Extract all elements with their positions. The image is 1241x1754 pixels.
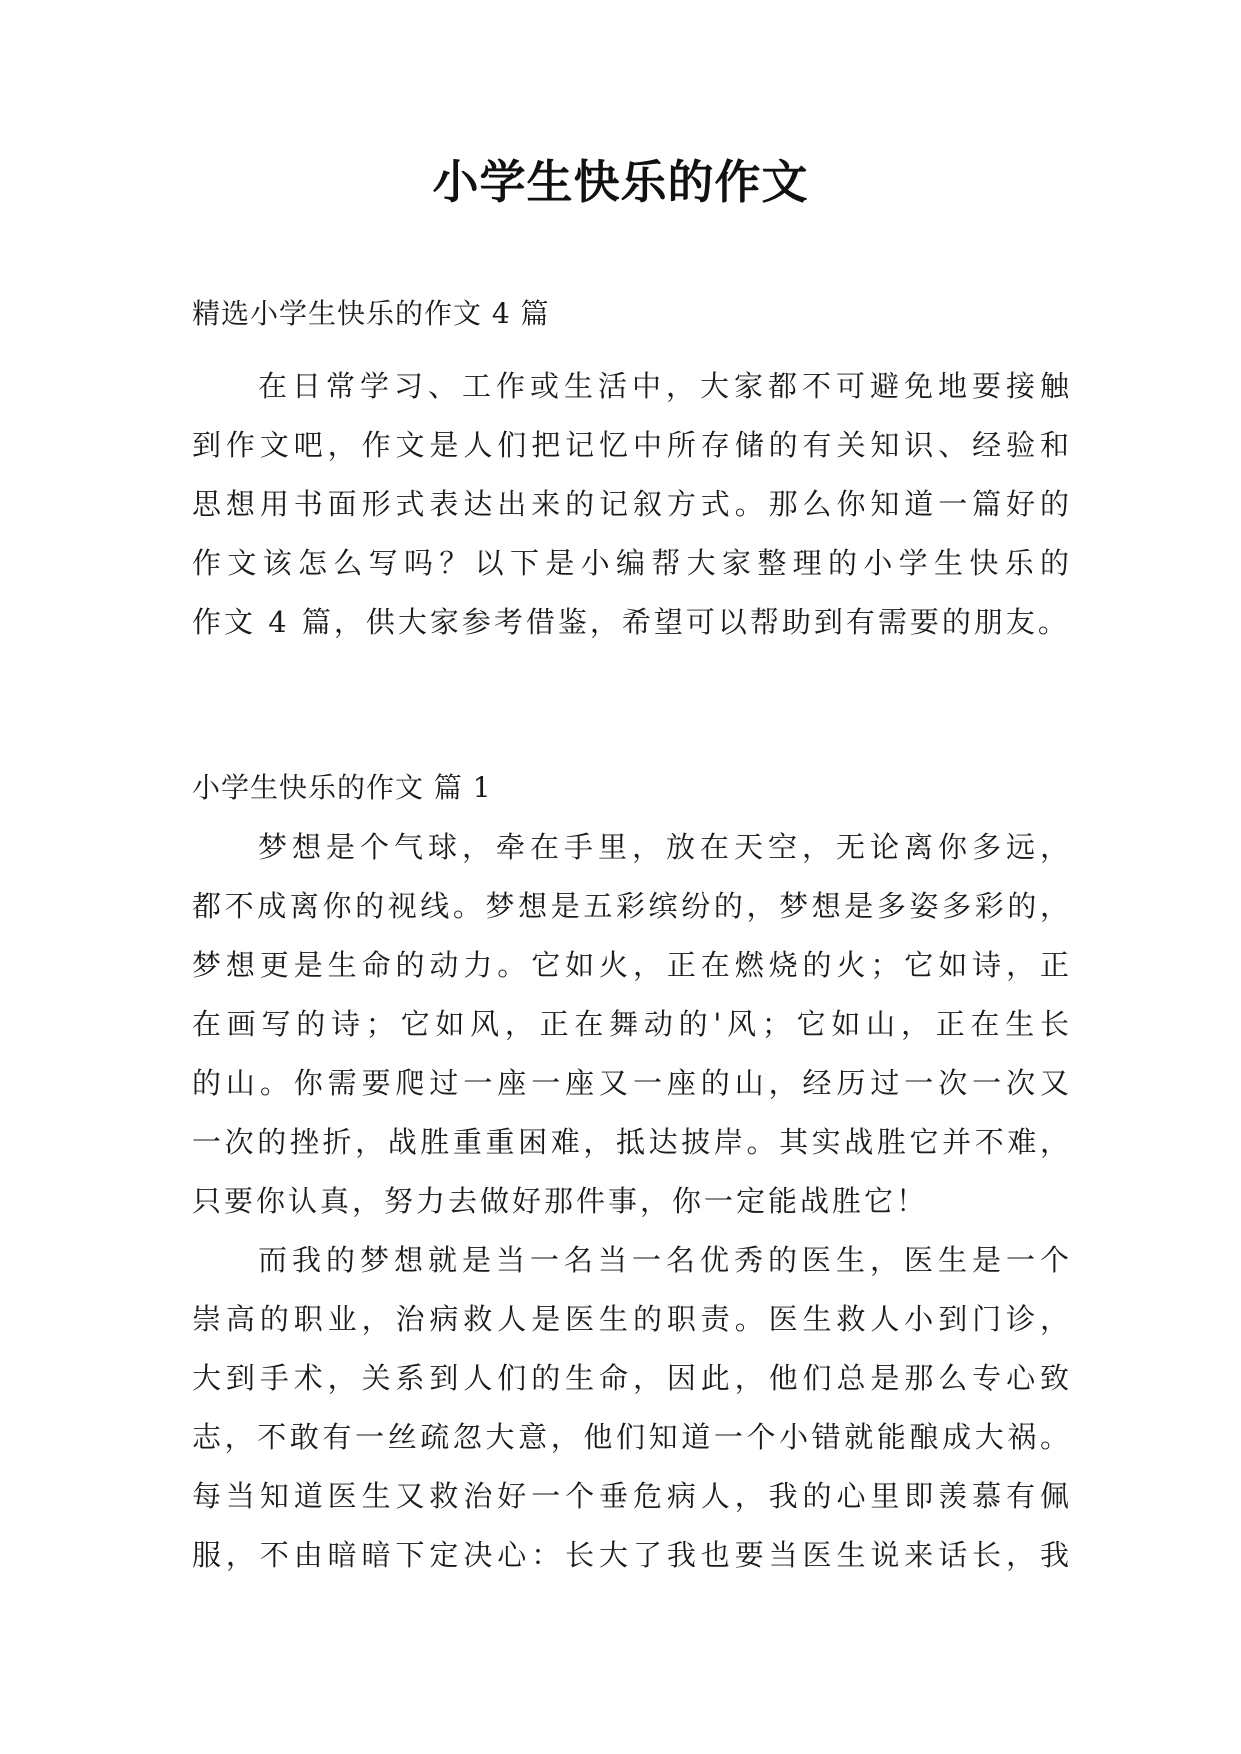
text-line: 只要你认真，努力去做好那件事，你一定能战胜它！ [192,1184,929,1218]
essay-paragraph-2 [192,1231,1072,1585]
essay-paragraph-1 [192,818,1072,1231]
section-heading: 小学生快乐的作文 篇 1 [192,771,492,804]
text-line: 都不成离你的视线。梦想是五彩缤纷的，梦想是多姿多彩的， [192,889,1072,923]
text-line: 作文该怎么写吗？以下是小编帮大家整理的小学生快乐的 [192,546,1072,580]
text-line: 每当知道医生又救治好一个垂危病人，我的心里即羡慕有佩 [192,1479,1072,1513]
text-line: 到作文吧，作文是人们把记忆中所存储的有关知识、经验和 [192,428,1072,462]
text-line: 作文 4 篇，供大家参考借鉴，希望可以帮助到有需要的朋友。 [192,605,1070,639]
text-line: 而我的梦想就是当一名当一名优秀的医生，医生是一个 [258,1243,1072,1277]
text-line: 大到手术，关系到人们的生命，因此，他们总是那么专心致 [192,1361,1072,1395]
text-line: 梦想更是生命的动力。它如火，正在燃烧的火；它如诗，正 [192,948,1072,982]
intro-paragraph [192,357,1072,652]
text-line: 志，不敢有一丝疏忽大意，他们知道一个小错就能酿成大祸。 [192,1420,1072,1454]
text-line: 崇高的职业，治病救人是医生的职责。医生救人小到门诊， [192,1302,1072,1336]
document-subtitle: 精选小学生快乐的作文 4 篇 [192,297,550,330]
text-line: 服，不由暗暗下定决心：长大了我也要当医生说来话长，我 [192,1538,1072,1572]
text-line: 在画写的诗；它如风，正在舞动的'风；它如山，正在生长 [192,1007,1072,1041]
document-title: 小学生快乐的作文 [432,155,809,209]
text-line: 在日常学习、工作或生活中，大家都不可避免地要接触 [258,369,1072,403]
text-line: 一次的挫折，战胜重重困难，抵达披岸。其实战胜它并不难， [192,1125,1072,1159]
text-line: 梦想是个气球，牵在手里，放在天空，无论离你多远， [258,830,1072,864]
text-line: 思想用书面形式表达出来的记叙方式。那么你知道一篇好的 [192,487,1072,521]
text-line: 的山。你需要爬过一座一座又一座的山，经历过一次一次又 [192,1066,1072,1100]
